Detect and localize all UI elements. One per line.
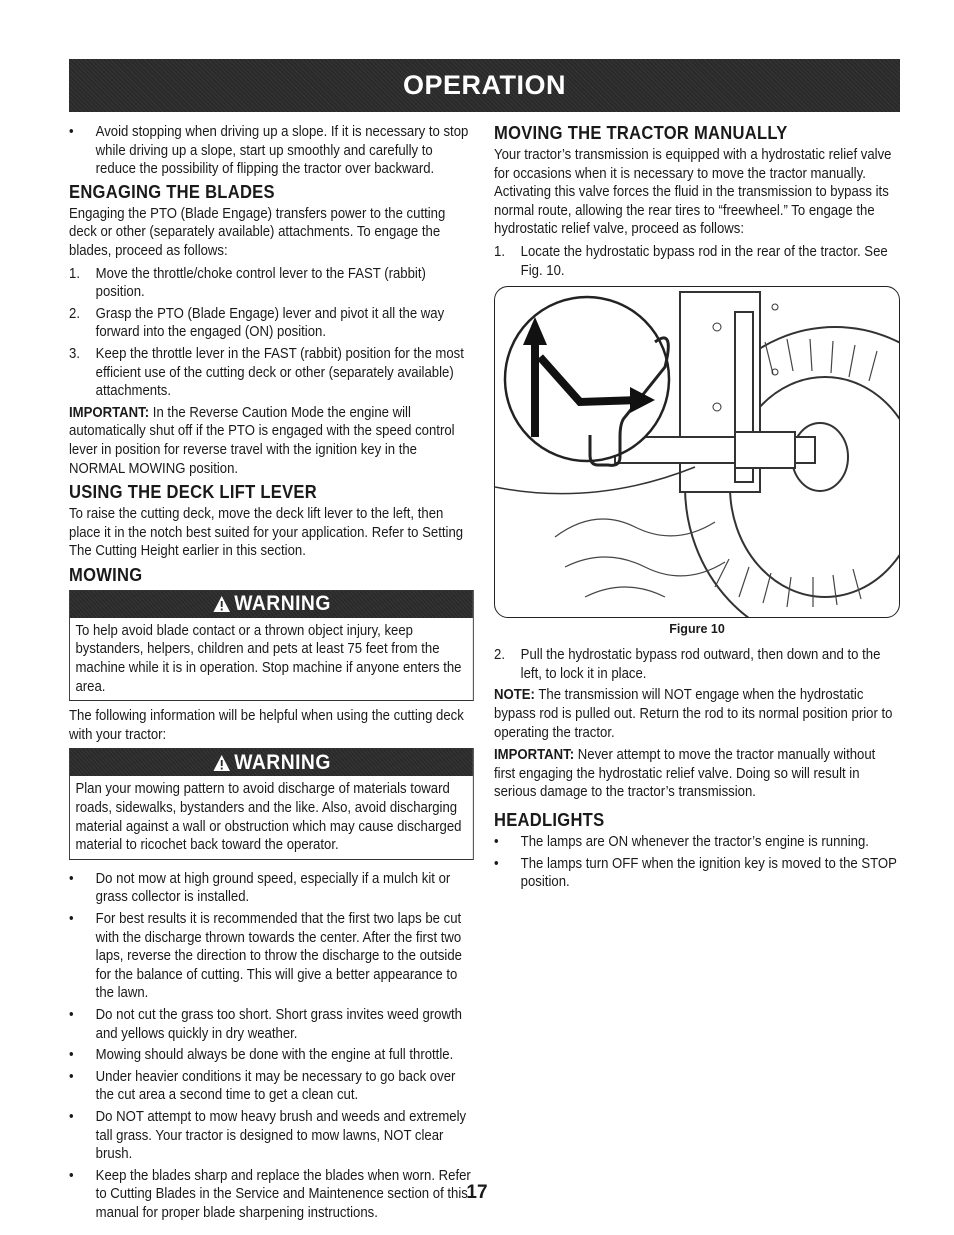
warning-text: Plan your mowing pattern to avoid discharge of materials toward roads, sidewalks, bystanders and the like. Also, avoid discharging material against a wall or obstruction which may cause discharged material to ricochet back toward the operator. — [75, 781, 462, 854]
bypass-rod-illustration — [495, 287, 899, 617]
mowing-heading: MOWING — [69, 564, 143, 585]
step-item — [69, 305, 474, 342]
step-text: Pull the hydrostatic bypass rod outward, then down and to the left, to lock it in place. — [520, 647, 881, 682]
list-item: • Do not cut the grass too short. Short grass invites weed growth and yellows quickly in dry weather. — [69, 1006, 474, 1043]
warning-box — [69, 590, 474, 701]
step-item — [69, 345, 474, 401]
note-paragraph — [494, 686, 900, 742]
mowing-info: The following information will be helpful when using the cutting deck with your tractor: — [69, 708, 464, 743]
warning-triangle-icon — [212, 754, 230, 772]
deck-lift-heading: USING THE DECK LIFT LEVER — [69, 482, 317, 503]
section-header — [69, 59, 900, 112]
moving-tractor-heading: MOVING THE TRACTOR MANUALLY — [494, 123, 788, 143]
moving-intro: Your tractor’s transmission is equipped with a hydrostatic relief valve for occasions when it is necessary to move the tractor manually. Activating this valve forces the fluid in the transmission to bypass its normal route, allowing the rear tires to “freewheel.” To engage the hydrostatic relief valve, proceed as follows: — [494, 147, 892, 238]
right-column — [494, 123, 900, 895]
figure-caption: Figure 10 — [669, 622, 725, 637]
step-text: Locate the hydrostatic bypass rod in the rear of the tractor. See Fig. 10. — [520, 243, 888, 279]
list-item: • Keep the blades sharp and replace the blades when worn. Refer to Cutting Blades in the Service and Maintenence section of this manual for proper blade sharpening instructions. — [69, 1167, 474, 1223]
list-item: • Do NOT attempt to mow heavy brush and weeds and extremely tall grass. Your tractor is designed to mow lawns, NOT clear brush. — [69, 1108, 474, 1164]
important-label: IMPORTANT: — [494, 747, 575, 764]
engaging-blades-heading: ENGAGING THE BLADES — [69, 181, 275, 202]
list-item: • Avoid stopping when driving up a slope. If it is necessary to stop while driving up a slope, start up smoothly and carefully to reduce the possibility of flipping the tractor over backward. — [69, 123, 474, 179]
step-text: Move the throttle/choke control lever to the FAST (rabbit) position. — [95, 265, 426, 301]
engaging-intro: Engaging the PTO (Blade Engage) transfers power to the cutting deck or other (separately available) attachments. To engage the blades, proceed as follows: — [69, 205, 446, 259]
list-item: • Under heavier conditions it may be necessary to go back over the cut area a second time to get a clean cut. — [69, 1068, 474, 1105]
step-number: 1. — [494, 243, 505, 260]
note-text: The transmission will NOT engage when the hydrostatic bypass rod is pulled out. Return the rod to its normal position prior to operating the tractor. — [494, 687, 893, 741]
step-item — [69, 265, 474, 302]
headlights-heading: HEADLIGHTS — [494, 809, 605, 830]
warning-title: WARNING — [234, 592, 331, 616]
figure-10-illustration — [494, 286, 900, 618]
warning-box — [69, 748, 474, 859]
moving-steps — [494, 243, 900, 280]
list-item: • The lamps are ON whenever the tractor’s engine is running. — [494, 833, 900, 852]
step-number: 2. — [69, 305, 80, 322]
engaging-important — [69, 404, 474, 478]
warning-header — [70, 591, 473, 618]
list-item: • Do not mow at high ground speed, especially if a mulch kit or grass collector is installed. — [69, 870, 474, 907]
list-item: • For best results it is recommended that the first two laps be cut with the discharge thrown towards the center. After the first two laps, reverse the direction to throw the discharge to the outside for the balance of cutting. This will give a better appearance to the lawn. — [69, 910, 474, 1003]
warning-triangle-icon — [212, 595, 230, 613]
page-title: OPERATION — [402, 70, 566, 100]
step-text: Grasp the PTO (Blade Engage) lever and pivot it all the way forward into the engaged (ON) position. — [95, 305, 445, 341]
page-number: 17 — [466, 1182, 488, 1203]
intro-bullets — [69, 123, 474, 179]
note-label: NOTE: — [494, 687, 535, 704]
warning-text: To help avoid blade contact or a thrown object injury, keep bystanders, helpers, children and pets at least 75 feet from the machine while it is in operation. Stop machine if anyone enters the area. — [75, 622, 462, 695]
step-text: Keep the throttle lever in the FAST (rabbit) position for the most efficient use of the cutting deck or other (separately available) attachments. — [95, 345, 464, 400]
list-item: • The lamps turn OFF when the ignition key is moved to the STOP position. — [494, 855, 900, 892]
step-number: 1. — [69, 265, 80, 282]
important-label: IMPORTANT: — [69, 404, 150, 421]
step-number: 3. — [69, 345, 80, 362]
list-item: • Mowing should always be done with the engine at full throttle. — [69, 1046, 474, 1065]
mowing-bullets — [69, 870, 474, 1223]
engaging-steps — [69, 265, 474, 401]
step-number: 2. — [494, 647, 505, 664]
step-item — [494, 646, 900, 683]
important-text: Never attempt to move the tractor manually without first engaging the hydrostatic relief valve. Doing so will result in serious damage to the tractor’s transmission. — [494, 747, 876, 801]
left-column — [69, 123, 474, 1226]
step-item — [494, 243, 900, 280]
deck-lift-text: To raise the cutting deck, move the deck lift lever to the left, then place it in the notch best suited for your application. Refer to Setting The Cutting Height earlier in this section. — [69, 506, 464, 560]
headlights-bullets — [494, 833, 900, 892]
warning-header — [70, 749, 473, 776]
moving-steps-continued — [494, 646, 900, 683]
important-paragraph — [494, 746, 900, 802]
important-text: In the Reverse Caution Mode the engine will automatically shut off if the PTO is engaged with the speed control lever in position for reverse travel with the ignition key in the NORMAL MOWING position. — [69, 404, 455, 477]
warning-title: WARNING — [234, 750, 331, 774]
